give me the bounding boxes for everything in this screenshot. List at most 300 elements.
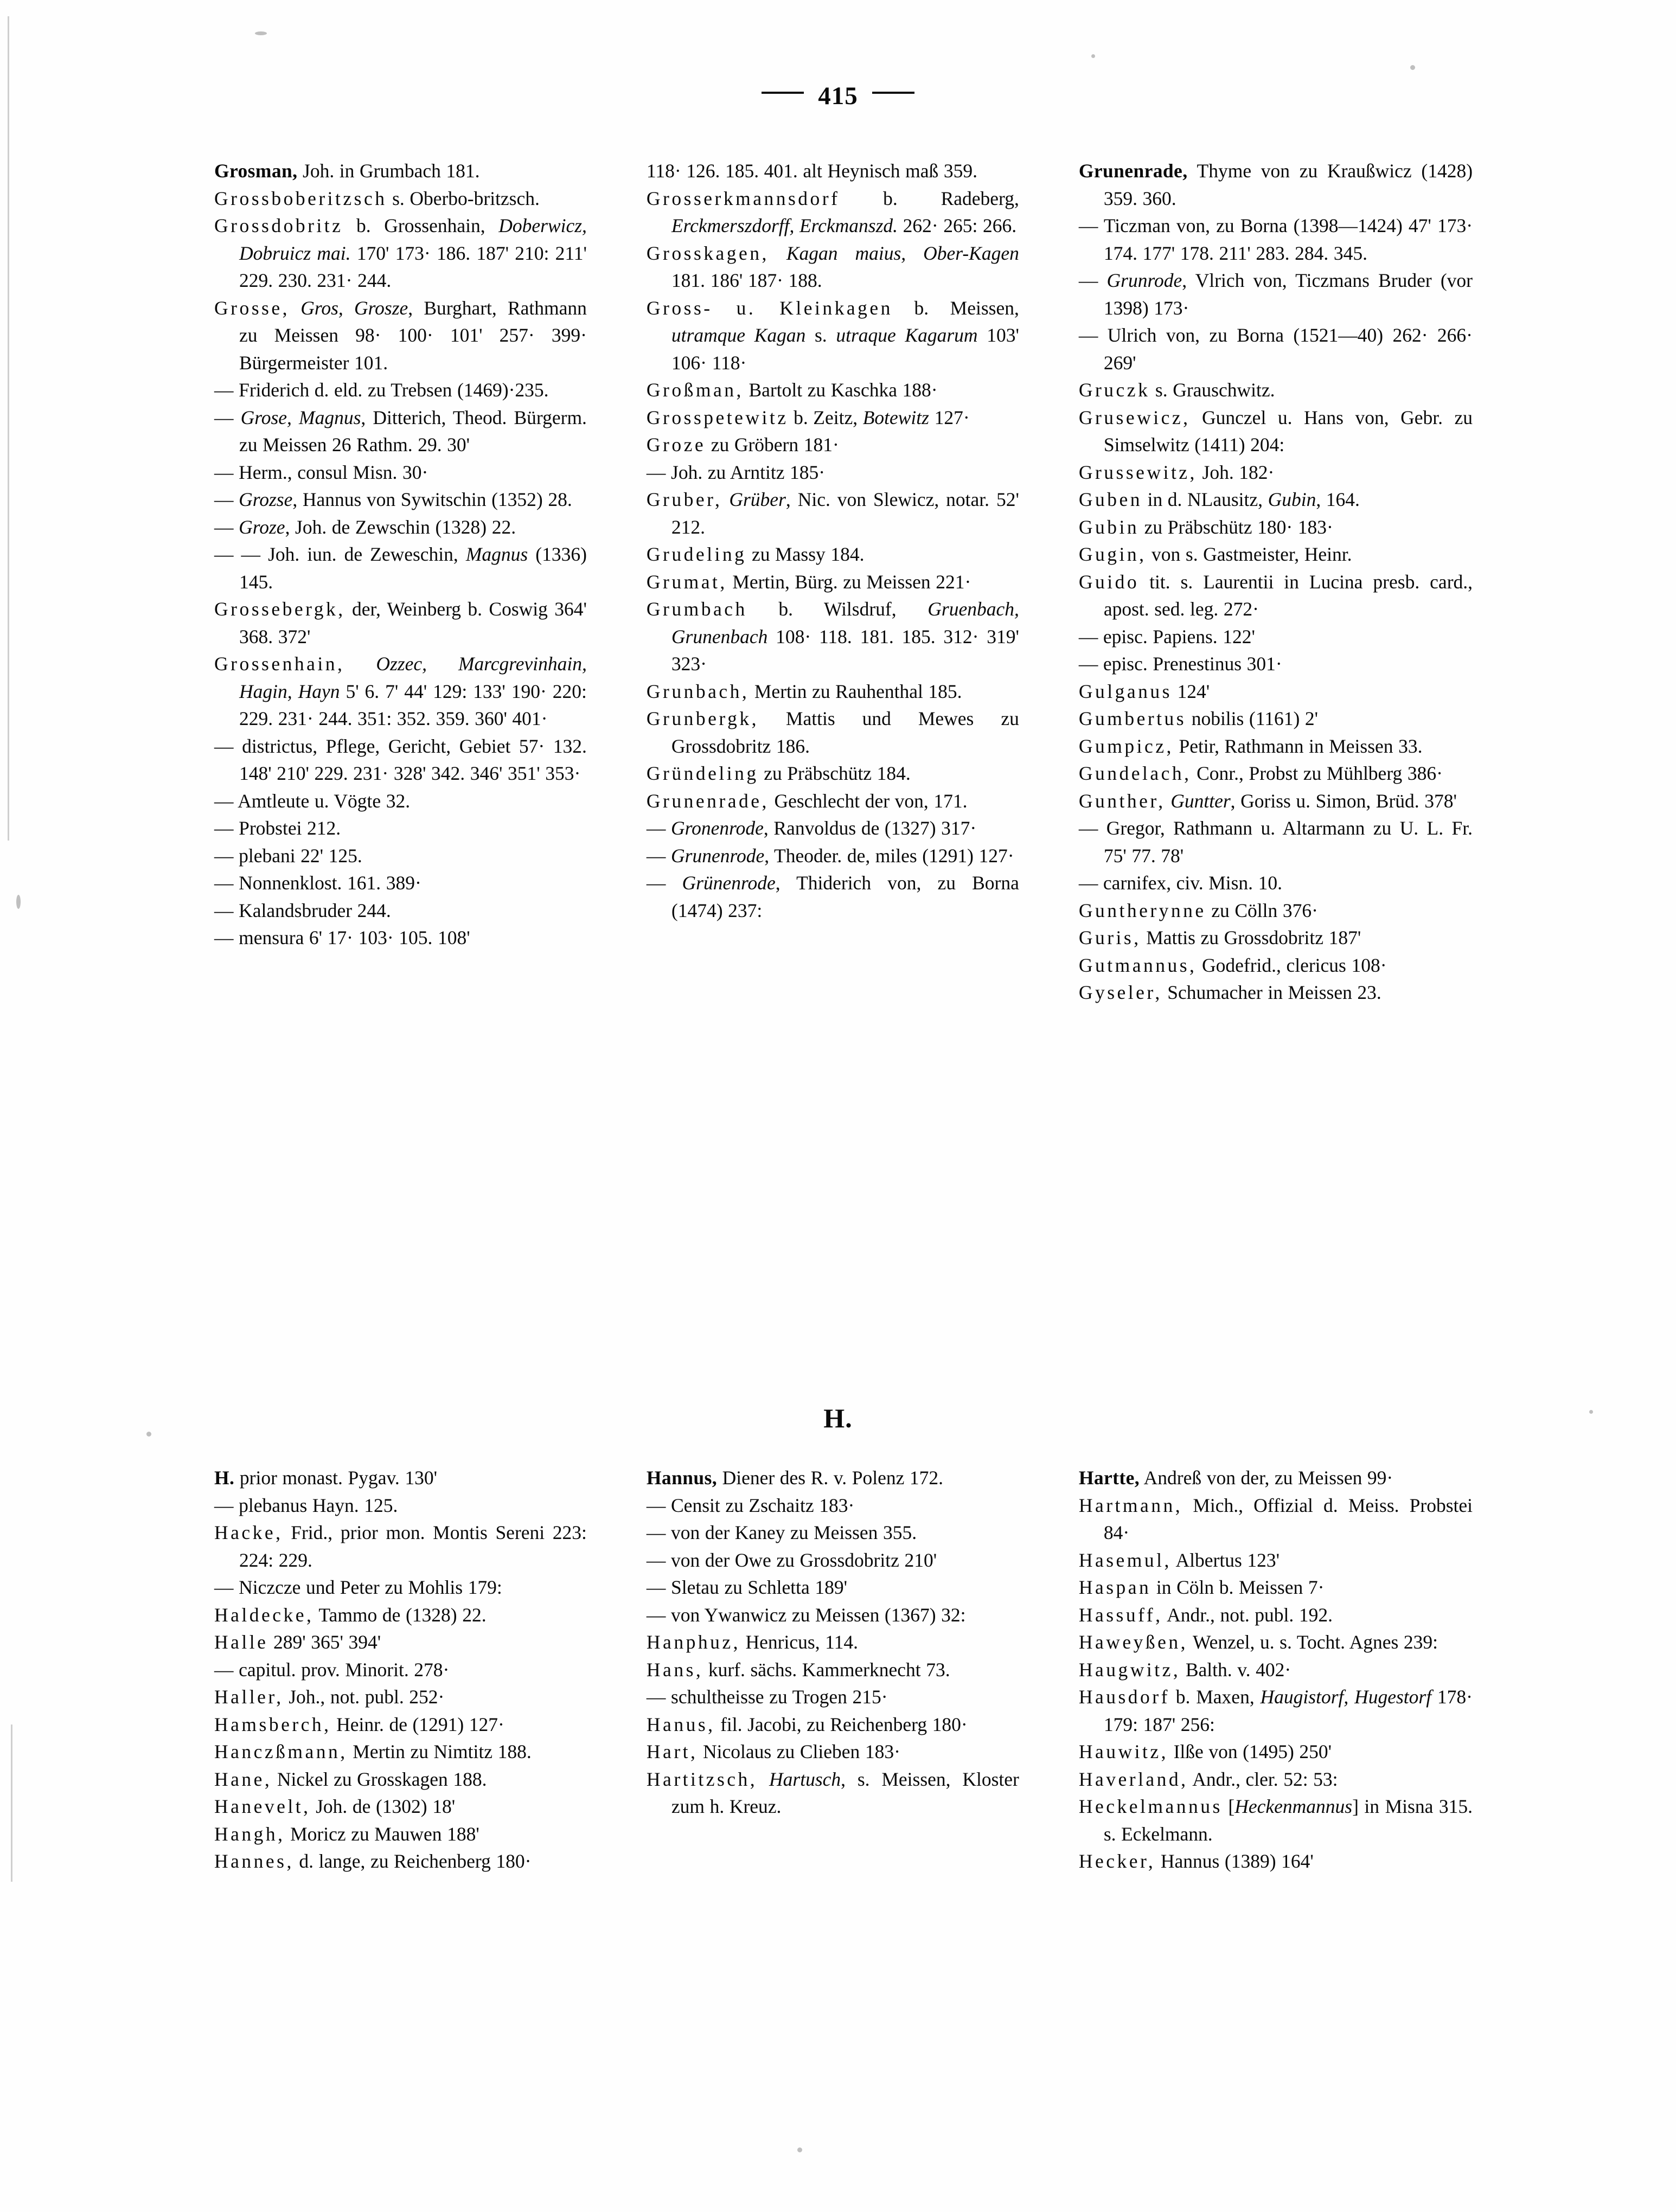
index-entry (647, 842, 1019, 870)
index-entry (647, 760, 1019, 787)
entry-body: plebani 22' 125. (233, 844, 362, 867)
entry-headword: Grumbach (646, 598, 747, 620)
entry-body: Amtleute u. Vögte 32. (233, 790, 411, 812)
index-entry (214, 1656, 587, 1684)
index-entry (1079, 678, 1473, 706)
entry-headword: Gruber, (646, 489, 722, 510)
index-entry (214, 486, 587, 514)
entry-body: schultheisse zu Trogen 215· (666, 1686, 888, 1708)
entry-headword: Grusewicz, (1078, 406, 1191, 428)
entry-headword: Gumpicz, (1078, 735, 1174, 757)
index-entry (647, 787, 1019, 815)
index-entry (214, 1492, 587, 1519)
entry-body: Mattis zu Grossdobritz 187' (1141, 927, 1361, 948)
entry-body: von Ywanwicz zu Meissen (1367) 32: (666, 1604, 966, 1626)
index-entry (1079, 541, 1473, 568)
index-entry (214, 1601, 587, 1629)
entry-headword: — (646, 1604, 666, 1626)
entry-body: s. Oberbo-britzsch. (387, 187, 540, 209)
entry-headword: Hamsberch, (214, 1713, 331, 1735)
entry-headword: Grossebergk, (214, 598, 346, 620)
entry-body: s. Grauschwitz. (1150, 379, 1275, 401)
entry-body: districtus, Pflege, Gericht, Gebiet 57· 132. 148' 210' 229. 231· 328' 342. 346' 351' 353· (233, 735, 587, 784)
entry-headword: Guntherynne (1078, 899, 1206, 921)
index-entry (1079, 212, 1473, 267)
index-entry (1079, 1656, 1473, 1684)
entry-headword: — (214, 379, 234, 401)
index-entry (647, 294, 1019, 377)
entry-headword: Grosse, (214, 297, 290, 319)
entry-headword: Grosman, (214, 160, 298, 182)
entry-headword: Haspan (1078, 1576, 1152, 1598)
entry-headword: Gründeling (646, 762, 759, 784)
entry-body: Nonnenklost. 161. 389· (233, 872, 421, 894)
index-entry (1079, 815, 1473, 869)
index-entry (1079, 1574, 1473, 1601)
entry-headword: H. (214, 1467, 235, 1489)
entry-body: Herm., consul Misn. 30· (233, 461, 428, 483)
entry-headword: Grunbergk, (646, 708, 759, 729)
entry-headword: Grossdobritz (214, 215, 343, 236)
entry-headword: — (1078, 625, 1098, 647)
entry-body: Kagan maius, Ober-Kagen 181. 186' 187· 188. (671, 242, 1019, 291)
index-entry (1079, 650, 1473, 678)
page-number: 415 (818, 82, 858, 110)
index-entry (1079, 733, 1473, 760)
index-entry (214, 650, 587, 733)
entry-body: kurf. sächs. Kammerknecht 73. (703, 1658, 950, 1681)
entry-body: Censit zu Zschaitz 183· (666, 1494, 855, 1516)
index-entry (214, 1628, 587, 1656)
entry-body: [Heckenmannus] in Misna 315. s. Eckelmann. (1103, 1796, 1473, 1845)
entry-body: Frid., prior mon. Montis Sereni 223: 224: 229. (239, 1522, 587, 1571)
entry-body: 289' 365' 394' (268, 1631, 381, 1653)
index-entry (1079, 404, 1473, 459)
entry-headword: Hasemul, (1078, 1549, 1172, 1571)
entry-headword: — — (214, 543, 261, 565)
index-entry (647, 1492, 1019, 1519)
index-entry (1079, 376, 1473, 404)
entry-body: Mertin zu Rauhenthal 185. (749, 680, 962, 702)
entry-body: zu Massy 184. (746, 543, 865, 565)
index-entry (647, 1628, 1019, 1656)
index-entry (647, 240, 1019, 294)
index-entry (214, 1848, 587, 1875)
scan-speck (255, 31, 267, 35)
index-entry (647, 815, 1019, 842)
index-section-h (214, 1464, 1473, 1875)
entry-body: Joh. de (1302) 18' (310, 1796, 456, 1817)
entry-headword: Hartte, (1078, 1467, 1140, 1489)
entry-body: b. Grossenhain, Doberwicz, Dobruicz mai. 170' 173· 186. 187' 210: 211' 229. 230. 231· 244. (239, 215, 587, 291)
entry-body: Groze, Joh. de Zewschin (1328) 22. (239, 516, 516, 538)
index-entry (1079, 869, 1473, 897)
index-entry (1079, 267, 1473, 322)
entry-body: Mertin, Bürg. zu Meissen 221· (727, 570, 971, 593)
entry-headword: — (214, 1658, 234, 1681)
entry-headword: Gross- u. Kleinkagen (646, 297, 893, 319)
entry-headword: Hanphuz, (646, 1631, 740, 1653)
entry-body: Heinr. de (1291) 127· (331, 1713, 504, 1735)
entry-headword: Grunbach, (646, 680, 750, 702)
entry-headword: Hartitzsch, (646, 1768, 758, 1790)
index-entry (214, 869, 587, 897)
entry-headword: Hauwitz, (1078, 1741, 1168, 1762)
entry-body: b. Maxen, Haugistorf, Hugestorf 178· 179: 187' 256: (1103, 1686, 1473, 1735)
entry-headword: Guido (1078, 570, 1140, 593)
entry-headword: — (214, 516, 234, 538)
entry-headword: — (1078, 324, 1098, 346)
entry-headword: Hanevelt, (214, 1796, 311, 1817)
entry-headword: Gruczk (1078, 379, 1150, 401)
scan-edge-line-left-lower (11, 1724, 12, 1882)
entry-body: Gronenrode, Ranvoldus de (1327) 317· (671, 817, 977, 839)
entry-body: Mattis und Mewes zu Grossdobritz 186. (671, 708, 1019, 757)
entry-body: zu Gröbern 181· (706, 434, 839, 456)
index-entry (1079, 1766, 1473, 1793)
entry-body: von s. Gastmeister, Heinr. (1146, 543, 1352, 565)
entry-headword: Hausdorf (1078, 1686, 1170, 1708)
entry-body: Moricz zu Mauwen 188' (285, 1823, 479, 1845)
entry-headword: — (214, 844, 234, 867)
entry-body: b. Zeitz, Botewitz 127· (788, 406, 970, 428)
entry-headword: Gulganus (1078, 680, 1172, 702)
index-entry (214, 897, 587, 925)
index-entry (647, 404, 1019, 432)
entry-body: plebanus Hayn. 125. (233, 1494, 398, 1516)
index-entry (1079, 623, 1473, 651)
page-header (0, 81, 1676, 111)
entry-headword: Hangh, (214, 1823, 285, 1845)
entry-headword: Grosskagen, (646, 242, 769, 264)
entry-body: Kalandsbruder 244. (233, 899, 391, 921)
entry-headword: — (1078, 817, 1098, 839)
entry-headword: Hassuff, (1078, 1604, 1163, 1626)
index-entry (214, 1464, 587, 1492)
index-entry (214, 815, 587, 842)
entry-body: Wenzel, u. s. Tocht. Agnes 239: (1188, 1631, 1438, 1653)
index-entry (647, 1656, 1019, 1684)
index-entry (1079, 924, 1473, 952)
index-entry (214, 404, 587, 459)
index-entry (1079, 568, 1473, 623)
entry-body: Hartusch, s. Meissen, Kloster zum h. Kreuz. (671, 1768, 1019, 1817)
index-entry (1079, 952, 1473, 979)
entry-headword: Gundelach, (1078, 762, 1192, 784)
entry-body: Conr., Probst zu Mühlberg 386· (1191, 762, 1443, 784)
index-entry (214, 459, 587, 486)
entry-body: fil. Jacobi, zu Reichenberg 180· (715, 1713, 968, 1735)
entry-headword: — (646, 1549, 666, 1571)
index-entry (1079, 1683, 1473, 1738)
entry-body: capitul. prov. Minorit. 278· (233, 1658, 450, 1681)
entry-headword: Gubin (1078, 516, 1140, 538)
entry-body: Joh. iun. de Zeweschin, Magnus (1336) 145. (239, 543, 587, 593)
entry-body: b. Meissen, utramque Kagan s. utraque Kagarum 103' 106· 118· (671, 297, 1019, 374)
index-entry (214, 787, 587, 815)
entry-body: Niczcze und Peter zu Mohlis 179: (233, 1576, 502, 1598)
index-entry (647, 1711, 1019, 1739)
entry-body: Joh., not. publ. 252· (283, 1686, 445, 1708)
entry-body: in Cöln b. Meissen 7· (1151, 1576, 1325, 1598)
index-entry (1079, 1492, 1473, 1547)
entry-headword: Grosspetewitz (646, 406, 789, 428)
index-column-1 (214, 1464, 587, 1875)
entry-headword: — (214, 1494, 234, 1516)
index-entry (214, 842, 587, 870)
index-entry (214, 1683, 587, 1711)
index-entry (647, 376, 1019, 404)
entry-headword: — (214, 899, 234, 921)
index-section-g (214, 157, 1473, 1006)
index-entry (647, 1547, 1019, 1574)
index-entry (214, 1766, 587, 1793)
index-entry (214, 294, 587, 377)
entry-body: carnifex, civ. Misn. 10. (1098, 872, 1283, 894)
index-entry (214, 1574, 587, 1601)
index-entry (647, 157, 1019, 185)
entry-headword: — (646, 1494, 666, 1516)
entry-body: von der Kaney zu Meissen 355. (666, 1522, 917, 1543)
index-entry (214, 185, 587, 213)
entry-headword: Grossboberitzsch (214, 187, 387, 209)
entry-body: Ilße von (1495) 250' (1168, 1741, 1332, 1762)
entry-body: 118· 126. 185. 401. alt Heynisch maß 359. (646, 160, 977, 182)
entry-body: zu Präbschütz 180· 183· (1139, 516, 1333, 538)
index-entry (647, 1766, 1019, 1820)
entry-body: Joh. in Grumbach 181. (297, 160, 480, 182)
entry-headword: Halle (214, 1631, 268, 1653)
index-entry (214, 1793, 587, 1820)
entry-headword: — (646, 844, 666, 867)
entry-headword: Guben (1078, 489, 1142, 510)
entry-body: Andr., not. publ. 192. (1162, 1604, 1333, 1626)
entry-body: Grose, Magnus, Ditterich, Theod. Bürgerm. zu Meissen 26 Rathm. 29. 30' (239, 406, 587, 456)
index-column-1 (214, 157, 587, 1006)
index-entry (647, 431, 1019, 459)
entry-body: Guntter, Goriss u. Simon, Brüd. 378' (1170, 790, 1457, 812)
entry-headword: Grumat, (646, 570, 727, 593)
entry-headword: — (1078, 215, 1098, 236)
index-entry (1079, 1601, 1473, 1629)
index-entry (1079, 1547, 1473, 1574)
entry-headword: Grosserkmannsdorf (646, 187, 840, 209)
entry-headword: Gunther, (1078, 790, 1166, 812)
index-entry (214, 1711, 587, 1739)
entry-headword: — (1078, 653, 1098, 675)
entry-headword: Hartmann, (1078, 1494, 1183, 1516)
index-entry (1079, 1738, 1473, 1766)
index-entry (1079, 897, 1473, 925)
index-entry (647, 678, 1019, 706)
entry-body: in d. NLausitz, Gubin, 164. (1142, 489, 1360, 510)
entry-headword: Hart, (646, 1741, 698, 1762)
entry-headword: — (1078, 872, 1098, 894)
entry-headword: — (214, 817, 234, 839)
index-entry (214, 1820, 587, 1848)
entry-headword: — (646, 1522, 666, 1543)
entry-body: Joh. 182· (1197, 461, 1275, 483)
entry-body: Balth. v. 402· (1180, 1658, 1291, 1681)
index-column-2 (647, 1464, 1019, 1875)
entry-body: Sletau zu Schletta 189' (666, 1576, 847, 1598)
entry-headword: Groze (646, 434, 706, 456)
index-entry (214, 541, 587, 595)
entry-body: prior monast. Pygav. 130' (234, 1467, 438, 1489)
entry-headword: Haller, (214, 1686, 284, 1708)
index-entry (214, 1738, 587, 1766)
entry-body: Petir, Rathmann in Meissen 33. (1173, 735, 1423, 757)
entry-headword: Guris, (1078, 927, 1141, 948)
index-column-3 (1079, 1464, 1473, 1875)
index-entry (1079, 705, 1473, 733)
entry-headword: Grudeling (646, 543, 747, 565)
entry-body: Gunczel u. Hans von, Gebr. zu Simselwitz (1411) 204: (1103, 406, 1473, 456)
index-entry (647, 595, 1019, 678)
scan-speck (1410, 65, 1415, 70)
entry-body: Henricus, 114. (740, 1631, 858, 1653)
scan-edge-line-left (8, 16, 9, 841)
index-entry (1079, 459, 1473, 486)
index-entry (1079, 787, 1473, 815)
entry-headword: Großman, (646, 379, 744, 401)
entry-headword: Gyseler, (1078, 982, 1162, 1003)
entry-body: Diener des R. v. Polenz 172. (717, 1467, 944, 1489)
index-entry (1079, 486, 1473, 514)
entry-body: nobilis (1161) 2' (1186, 708, 1318, 729)
index-entry (647, 568, 1019, 596)
entry-headword: Hecker, (1078, 1850, 1156, 1872)
header-rule-left (762, 92, 804, 94)
entry-headword: Haweyßen, (1078, 1631, 1188, 1653)
entry-headword: — (646, 872, 666, 894)
entry-body: Godefrid., clericus 108· (1197, 954, 1387, 976)
index-entry (647, 486, 1019, 541)
entry-body: Grüber, Nic. von Slewicz, notar. 52' 212. (671, 489, 1019, 538)
entry-body: von der Owe zu Grossdobritz 210' (666, 1549, 937, 1571)
entry-headword: Grunenrade, (1078, 160, 1188, 182)
entry-headword: Haldecke, (214, 1604, 314, 1626)
entry-body: b. Radeberg, Erckmerszdorff, Erckmanszd. 262· 265: 266. (671, 187, 1019, 236)
entry-headword: — (646, 817, 666, 839)
index-entry (647, 705, 1019, 760)
entry-headword: — (214, 790, 234, 812)
header-rule-right (872, 92, 914, 94)
index-entry (647, 869, 1019, 924)
entry-headword: Gugin, (1078, 543, 1147, 565)
entry-body: 124' (1172, 680, 1210, 702)
entry-body: Grunenrode, Theoder. de, miles (1291) 127· (671, 844, 1014, 867)
entry-headword: — (214, 872, 234, 894)
index-entry (647, 541, 1019, 568)
entry-body: Joh. zu Arntitz 185· (666, 461, 826, 483)
index-entry (647, 1738, 1019, 1766)
index-entry (214, 212, 587, 294)
index-entry (1079, 514, 1473, 541)
entry-headword: Hannes, (214, 1850, 294, 1872)
scan-speck (1091, 54, 1095, 58)
entry-headword: Hannus, (646, 1467, 718, 1489)
entry-body: episc. Papiens. 122' (1098, 625, 1255, 647)
entry-headword: Grossenhain, (214, 653, 345, 675)
entry-body: d. lange, zu Reichenberg 180· (293, 1850, 532, 1872)
index-entry (647, 185, 1019, 240)
index-entry (214, 1519, 587, 1574)
entry-headword: Hanus, (646, 1713, 715, 1735)
entry-body: Mertin zu Nimtitz 188. (347, 1741, 532, 1762)
entry-headword: Gutmannus, (1078, 954, 1197, 976)
entry-headword: — (214, 406, 234, 428)
entry-headword: Gumbertus (1078, 708, 1187, 729)
scan-speck (797, 2147, 802, 2152)
entry-body: b. Wilsdruf, Gruenbach, Grunenbach 108· 118. 181. 185. 312· 319' 323· (671, 598, 1019, 675)
index-entry (214, 376, 587, 404)
entry-body: Grunrode, Vlrich von, Ticzmans Bruder (vor 1398) 173· (1103, 270, 1473, 319)
entry-body: Andreß von der, zu Meissen 99· (1140, 1467, 1393, 1489)
index-entry (214, 595, 587, 650)
entry-headword: — (1078, 270, 1098, 291)
index-entry (1079, 1848, 1473, 1875)
entry-body: Hannus (1389) 164' (1155, 1850, 1314, 1872)
entry-body: Andr., cler. 52: 53: (1188, 1768, 1338, 1790)
index-entry (647, 1519, 1019, 1547)
entry-body: Nicolaus zu Clieben 183· (698, 1741, 900, 1762)
entry-body: Ozzec, Marcgrevinhain, Hagin, Hayn 5' 6. 7' 44' 129: 133' 190· 220: 229. 231· 244. 351: 352. 359. 360' 401· (239, 653, 587, 729)
entry-body: Ticzman von, zu Borna (1398—1424) 47' 173· 174. 177' 178. 211' 283. 284. 345. (1098, 215, 1473, 264)
entry-body: Bartolt zu Kaschka 188· (743, 379, 938, 401)
index-entry (1079, 760, 1473, 787)
entry-body: Gros, Grosze, Burghart, Rathmann zu Meissen 98· 100· 101' 257· 399· Bürgermeister 101. (239, 297, 587, 374)
index-column-2 (647, 157, 1019, 1006)
index-entry (1079, 322, 1473, 376)
entry-headword: Hacke, (214, 1522, 283, 1543)
index-entry (1079, 157, 1473, 212)
entry-body: Geschlecht der von, 171. (769, 790, 968, 812)
index-entry (214, 924, 587, 952)
entry-headword: — (214, 735, 234, 757)
index-entry (1079, 1464, 1473, 1492)
index-entry (647, 459, 1019, 486)
entry-headword: Grunenrade, (646, 790, 769, 812)
entry-headword: — (646, 461, 666, 483)
index-entry (214, 733, 587, 787)
entry-body: Mich., Offizial d. Meiss. Probstei 84· (1103, 1494, 1473, 1543)
entry-body: Schumacher in Meissen 23. (1162, 982, 1381, 1003)
entry-body: Ulrich von, zu Borna (1521—40) 262· 266· 269' (1098, 324, 1473, 374)
entry-headword: Haugwitz, (1078, 1658, 1181, 1681)
entry-body: episc. Prenestinus 301· (1098, 653, 1282, 675)
index-entry (647, 1683, 1019, 1711)
entry-body: Probstei 212. (233, 817, 341, 839)
index-entry (214, 514, 587, 541)
entry-headword: Haverland, (1078, 1768, 1188, 1790)
entry-body: der, Weinberg b. Coswig 364' 368. 372' (239, 598, 587, 647)
entry-headword: Grussewitz, (1078, 461, 1197, 483)
entry-headword: Heckelmannus (1078, 1796, 1223, 1817)
entry-headword: — (214, 927, 234, 948)
entry-headword: Hane, (214, 1768, 272, 1790)
entry-body: Tammo de (1328) 22. (314, 1604, 487, 1626)
index-column-3 (1079, 157, 1473, 1006)
index-entry (647, 1464, 1019, 1492)
entry-body: Gregor, Rathmann u. Altarmann zu U. L. Fr. 75' 77. 78' (1098, 817, 1473, 867)
entry-headword: Hanczßmann, (214, 1741, 348, 1762)
scan-speck (16, 895, 21, 909)
entry-body: Grünenrode, Thiderich von, zu Borna (1474) 237: (671, 872, 1019, 921)
index-entry (1079, 1628, 1473, 1656)
index-entry (1079, 1793, 1473, 1848)
entry-headword: — (214, 1576, 234, 1598)
